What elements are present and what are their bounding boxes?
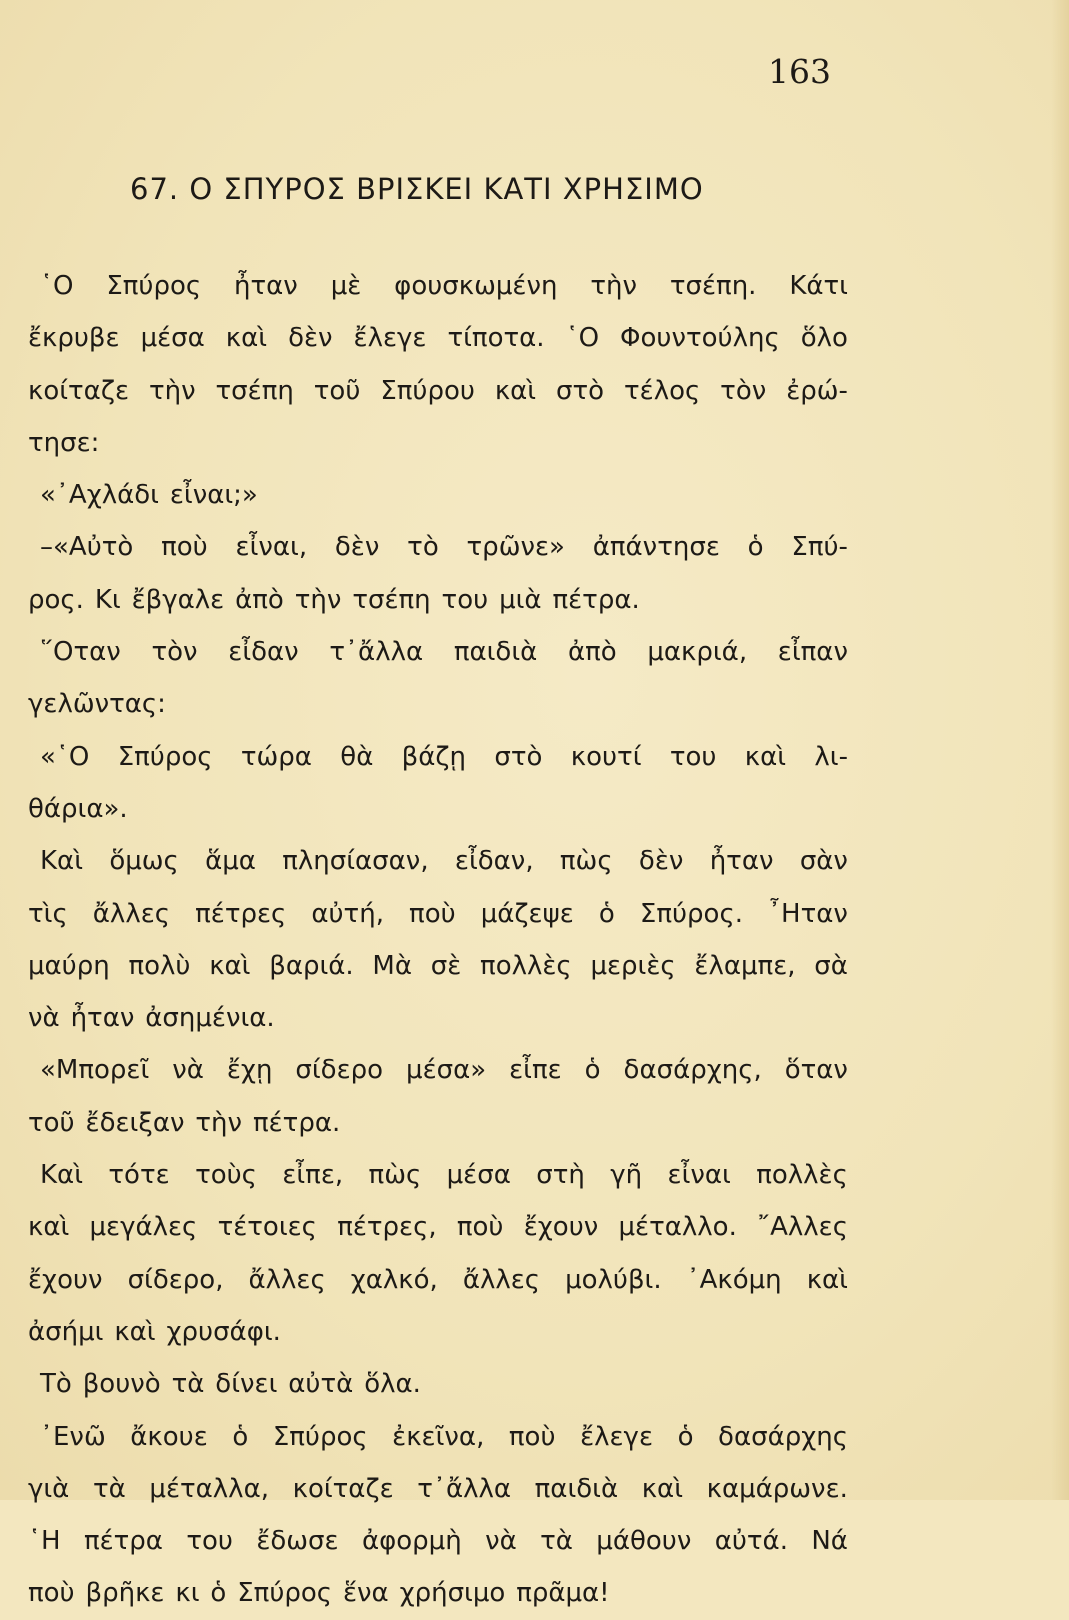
word: τὰ bbox=[171, 1369, 205, 1400]
word: ὅταν bbox=[784, 1055, 848, 1086]
word: τ᾿ἄλλα bbox=[329, 637, 424, 668]
word: ἀπὸ bbox=[567, 637, 617, 668]
word: χαλκό, bbox=[350, 1264, 438, 1295]
word: γιὰ bbox=[28, 1473, 70, 1504]
word: τὴν bbox=[148, 375, 196, 406]
word: ἐρώ- bbox=[786, 375, 848, 406]
word: δὲν bbox=[288, 323, 333, 354]
word: τρῶνε» bbox=[466, 532, 565, 563]
word: μέσα bbox=[140, 323, 205, 354]
word: λι- bbox=[814, 741, 848, 772]
word: ποὺ bbox=[409, 898, 456, 929]
word: Σπύρος bbox=[237, 1578, 333, 1609]
word: ὁ bbox=[747, 532, 764, 563]
word: πέτρες bbox=[195, 898, 287, 929]
word: ὁ bbox=[232, 1421, 249, 1452]
word: τοῦ bbox=[313, 375, 361, 406]
word: ποὺ bbox=[456, 1212, 504, 1243]
text-line bbox=[28, 1044, 848, 1096]
word: καὶ bbox=[806, 1264, 848, 1295]
text-line bbox=[28, 1463, 848, 1515]
word: Κι bbox=[94, 584, 121, 615]
word: ἕνα bbox=[342, 1578, 389, 1609]
word: στὸ bbox=[556, 375, 605, 406]
word: ἔβγαλε bbox=[131, 584, 225, 615]
text-line bbox=[28, 1149, 848, 1201]
word: πὼς bbox=[559, 846, 613, 877]
text-line bbox=[28, 260, 848, 312]
word: ἔλαμπε, bbox=[694, 950, 796, 981]
text-line bbox=[28, 1358, 848, 1410]
word: ἔδωσε bbox=[256, 1526, 339, 1557]
word: τὸν bbox=[151, 637, 198, 668]
word: Σπύ- bbox=[791, 532, 848, 563]
word: καὶ bbox=[225, 323, 268, 354]
chapter-title: 67. Ο ΣΠΥΡΟΣ ΒΡΙΣΚΕΙ ΚΑΤΙ ΧΡΗΣΙΜΟ bbox=[130, 172, 704, 206]
word: καμάρωνε. bbox=[706, 1473, 848, 1504]
text-line bbox=[28, 1515, 848, 1567]
word: πέτρα bbox=[83, 1526, 163, 1557]
text-line bbox=[28, 365, 848, 417]
word: ὁ bbox=[584, 1055, 601, 1086]
word: πλησίασαν, bbox=[282, 846, 429, 877]
text-line bbox=[28, 1411, 848, 1463]
word: τίποτα. bbox=[447, 323, 545, 354]
word: φουσκωμένη bbox=[394, 271, 558, 301]
word: μάθουν bbox=[596, 1526, 692, 1557]
word: μακριά, bbox=[647, 637, 748, 668]
word: ῾Ο bbox=[40, 271, 74, 301]
word: δὲν bbox=[638, 846, 684, 877]
word: ῾Η bbox=[28, 1526, 61, 1557]
word: ᾿Ακόμη bbox=[686, 1264, 782, 1295]
word: ἀπάντησε bbox=[592, 532, 720, 563]
body-text bbox=[28, 260, 848, 1620]
word: μολύβι. bbox=[565, 1264, 662, 1295]
word: ποὺ bbox=[161, 532, 208, 563]
word: εἶπε, bbox=[282, 1160, 344, 1191]
word: μέταλλο. bbox=[618, 1212, 737, 1243]
word: κοίταζε bbox=[28, 375, 130, 406]
word: εἶπαν bbox=[777, 637, 848, 668]
text-line bbox=[28, 1254, 848, 1306]
word: καὶ bbox=[28, 1212, 70, 1243]
word: δασάρχης bbox=[718, 1421, 848, 1452]
word: πέτρες, bbox=[337, 1212, 437, 1243]
word: ἄλλες bbox=[462, 1264, 541, 1295]
word: καὶ bbox=[209, 950, 251, 981]
word: «Μπορεῖ bbox=[40, 1055, 150, 1086]
word: ὅλα. bbox=[364, 1369, 421, 1400]
word: θὰ bbox=[340, 741, 374, 772]
word: παιδιὰ bbox=[534, 1473, 619, 1504]
text-line bbox=[28, 469, 848, 521]
word: καὶ bbox=[114, 1316, 156, 1347]
word: αὐτὰ bbox=[288, 1369, 354, 1400]
word: πὼς bbox=[368, 1160, 422, 1191]
word: μάζεψε bbox=[480, 898, 574, 929]
word: βαριά. bbox=[269, 950, 354, 981]
word: τότε bbox=[108, 1160, 170, 1191]
word: στὴ bbox=[536, 1160, 585, 1191]
word: δασάρχης, bbox=[623, 1055, 762, 1086]
word: γῆ bbox=[610, 1160, 643, 1191]
word: Μὰ bbox=[372, 950, 412, 981]
word: μαύρη bbox=[28, 950, 110, 981]
word: Κάτι bbox=[789, 271, 848, 301]
word: Καὶ bbox=[40, 846, 83, 877]
word: ἀσήμι bbox=[28, 1316, 104, 1347]
word: νὰ bbox=[28, 1003, 60, 1034]
text-line bbox=[28, 574, 848, 626]
word: τὶς bbox=[28, 898, 68, 929]
word: ὁ bbox=[677, 1421, 694, 1452]
word: του bbox=[441, 584, 489, 615]
word: τέλος bbox=[623, 375, 701, 406]
word: στὸ bbox=[494, 741, 543, 772]
word: ἀσημένια. bbox=[145, 1003, 275, 1034]
word: βρῆκε bbox=[85, 1578, 165, 1609]
word: ἔδειξαν bbox=[85, 1107, 185, 1138]
word: κουτί bbox=[570, 741, 642, 772]
word: Σπύρος bbox=[106, 271, 202, 301]
text-line bbox=[28, 1097, 848, 1149]
word: τέτοιες bbox=[217, 1212, 317, 1243]
word: ῾Ο bbox=[565, 323, 600, 354]
word: ἔχῃ bbox=[226, 1055, 273, 1086]
word: Σπύρου bbox=[380, 375, 475, 406]
word: Τὸ bbox=[40, 1369, 72, 1400]
word: μὲ bbox=[330, 271, 362, 301]
word: ἅμα bbox=[205, 846, 256, 877]
word: σίδερο bbox=[295, 1055, 384, 1086]
word: ἔχουν bbox=[28, 1264, 103, 1295]
word: τὴν bbox=[590, 271, 637, 301]
word: τὸ bbox=[407, 532, 439, 563]
word: σὰ bbox=[814, 950, 848, 981]
word: τσέπη bbox=[352, 584, 431, 615]
word: ποὺ bbox=[508, 1421, 556, 1452]
word: κι bbox=[175, 1578, 200, 1609]
word: τὸν bbox=[720, 375, 767, 406]
text-line bbox=[28, 992, 848, 1044]
text-line bbox=[28, 626, 848, 678]
word: μιὰ bbox=[499, 584, 542, 615]
word: του bbox=[186, 1526, 233, 1557]
word: δίνει bbox=[215, 1369, 278, 1400]
word: μέταλλα, bbox=[149, 1473, 269, 1504]
word: κοίταζε bbox=[292, 1473, 394, 1504]
word: καὶ bbox=[744, 741, 787, 772]
word: τὴν bbox=[294, 584, 342, 615]
word: καὶ bbox=[494, 375, 537, 406]
text-line bbox=[28, 417, 848, 469]
text-line bbox=[28, 940, 848, 992]
word: βάζῃ bbox=[401, 741, 467, 772]
word: μέσα bbox=[446, 1160, 511, 1191]
word: ῎Αλλες bbox=[757, 1212, 848, 1243]
word: τσέπη bbox=[215, 375, 294, 406]
word: καὶ bbox=[641, 1473, 683, 1504]
word: χρήσιμο bbox=[399, 1578, 506, 1609]
word: δὲν bbox=[334, 532, 380, 563]
word: ἔλεγε bbox=[580, 1421, 653, 1452]
word: ἦταν bbox=[234, 271, 298, 301]
word: Καὶ bbox=[40, 1160, 83, 1191]
word: μεγάλες bbox=[89, 1212, 198, 1243]
word: χρυσάφι. bbox=[166, 1316, 281, 1347]
word: γελῶντας: bbox=[28, 689, 166, 720]
word: ἦταν bbox=[70, 1003, 135, 1034]
text-line bbox=[28, 1306, 848, 1358]
word: τησε: bbox=[28, 427, 100, 458]
word: σὲ bbox=[430, 950, 462, 981]
word: τὰ bbox=[92, 1473, 126, 1504]
word: ὅμως bbox=[109, 846, 179, 877]
text-line bbox=[28, 1201, 848, 1253]
word: πρᾶμα! bbox=[516, 1578, 610, 1609]
word: τοῦ bbox=[28, 1107, 75, 1138]
text-line bbox=[28, 312, 848, 364]
word: Σπύρος. bbox=[639, 898, 743, 929]
word: του bbox=[669, 741, 717, 772]
word: αὐτά. bbox=[714, 1526, 788, 1557]
word: ἀπὸ bbox=[235, 584, 284, 615]
word: ἔχουν bbox=[523, 1212, 599, 1243]
text-line bbox=[28, 678, 848, 730]
text-line bbox=[28, 888, 848, 940]
word: τὴν bbox=[195, 1107, 243, 1138]
word: εἶδαν, bbox=[454, 846, 534, 877]
word: ὁ bbox=[210, 1578, 227, 1609]
word: σίδερο, bbox=[127, 1264, 224, 1295]
word: Σπύρος bbox=[117, 741, 213, 772]
word: νὰ bbox=[485, 1526, 517, 1557]
word: πολὺ bbox=[128, 950, 191, 981]
word: Φουντούλης bbox=[620, 323, 780, 354]
word: ὁ bbox=[598, 898, 615, 929]
word: Νά bbox=[811, 1526, 848, 1557]
word: εἶπε bbox=[509, 1055, 562, 1086]
text-line bbox=[28, 835, 848, 887]
word: «᾿Αχλάδι bbox=[40, 480, 159, 511]
word: πέτρα. bbox=[552, 584, 640, 615]
word: ὅλο bbox=[800, 323, 848, 354]
text-line bbox=[28, 783, 848, 835]
word: εἶδαν bbox=[228, 637, 299, 668]
word: μεριὲς bbox=[590, 950, 676, 981]
word: τσέπη. bbox=[669, 271, 757, 301]
word: ᾿Ενῶ bbox=[40, 1421, 106, 1452]
word: νὰ bbox=[172, 1055, 204, 1086]
word: αὐτή, bbox=[311, 898, 384, 929]
word: εἶναι bbox=[667, 1160, 731, 1191]
word: εἶναι, bbox=[235, 532, 308, 563]
word: τ᾿ἄλλα bbox=[417, 1473, 512, 1504]
word: ἄκουε bbox=[130, 1421, 208, 1452]
word: τὰ bbox=[540, 1526, 573, 1557]
page-number: 163 bbox=[768, 52, 831, 91]
text-line bbox=[28, 1567, 848, 1619]
page-edge-shadow bbox=[1051, 0, 1069, 1500]
word: ἄλλες bbox=[92, 898, 171, 929]
word: ῏Ηταν bbox=[768, 898, 848, 929]
word: ἔκρυβε bbox=[28, 323, 120, 354]
word: σὰν bbox=[799, 846, 848, 877]
word: πολλὲς bbox=[756, 1160, 848, 1191]
word: ἔλεγε bbox=[353, 323, 427, 354]
word: βουνὸ bbox=[82, 1369, 161, 1400]
word: ἀφορμὴ bbox=[361, 1526, 462, 1557]
word: μέσα» bbox=[406, 1055, 487, 1086]
word: πολλὲς bbox=[480, 950, 572, 981]
word: ἦταν bbox=[709, 846, 774, 877]
word: θάρια». bbox=[28, 793, 128, 824]
word: ῞Οταν bbox=[40, 637, 121, 668]
word: –«Αὐτὸ bbox=[40, 532, 134, 563]
word: εἶναι;» bbox=[169, 480, 258, 511]
word: ρος. bbox=[28, 584, 84, 615]
word: πέτρα. bbox=[252, 1107, 341, 1138]
word: ἐκεῖνα, bbox=[392, 1421, 485, 1452]
word: «῾Ο bbox=[40, 741, 90, 772]
word: ἄλλες bbox=[248, 1264, 326, 1295]
text-line bbox=[28, 521, 848, 573]
word: τώρα bbox=[240, 741, 312, 772]
text-line bbox=[28, 731, 848, 783]
word: τοὺς bbox=[195, 1160, 257, 1191]
word: παιδιὰ bbox=[453, 637, 538, 668]
word: Σπύρος bbox=[272, 1421, 368, 1452]
word: ποὺ bbox=[28, 1578, 75, 1609]
